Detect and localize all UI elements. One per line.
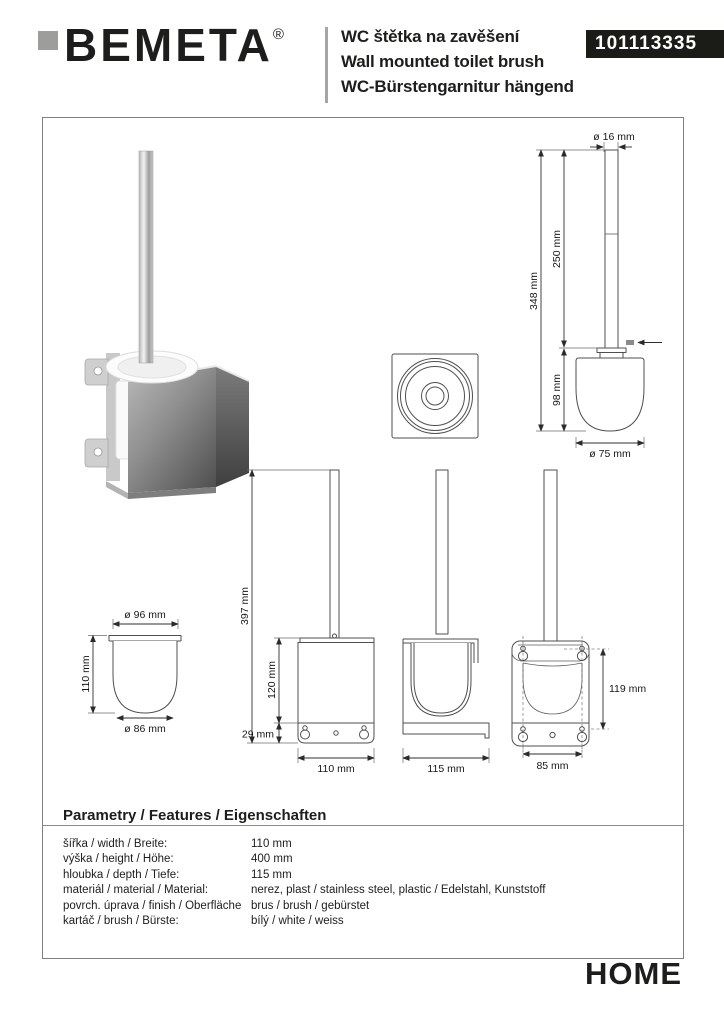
dim-width-label: 110 mm: [317, 763, 355, 775]
dim-handle-length-label: 250 mm: [551, 230, 563, 268]
param-label: materiál / material / Material:: [63, 884, 209, 897]
product-title-cs: WC štětka na zavěšení: [341, 27, 520, 46]
product-code-badge: 101113335: [586, 30, 724, 58]
drawing-panel: [42, 117, 684, 959]
param-value: bílý / white / weiss: [251, 915, 344, 928]
param-value: 400 mm: [251, 853, 293, 866]
param-label: šířka / width / Breite:: [63, 838, 168, 850]
logo-square-icon: [38, 31, 58, 50]
brand-name: BEMETA: [64, 19, 273, 71]
product-title-en: Wall mounted toilet brush: [341, 52, 545, 71]
product-photo: [76, 141, 271, 489]
param-label: povrch. úprava / finish / Oberfläche: [63, 899, 242, 912]
dim-hole-spacing-h-label: 85 mm: [536, 760, 569, 772]
dim-cup-height-label: 110 mm: [80, 655, 92, 693]
dim-depth-label: 115 mm: [427, 763, 465, 775]
param-value: 110 mm: [251, 838, 292, 850]
photo-box-front: [128, 366, 216, 493]
dim-head-dia-label: ø 75 mm: [589, 448, 631, 460]
dim-flange-height-label: 29 mm: [241, 728, 274, 741]
parameters-table: [63, 837, 545, 929]
param-value: brus / brush / gebürstet: [251, 899, 370, 912]
parameters-heading: Parametry / Features / Eigenschaften: [63, 807, 327, 824]
photo-brush-rod: [139, 151, 153, 363]
detail-marker: [626, 340, 634, 345]
front-view-drawing: [236, 456, 391, 776]
param-label: kartáč / brush / Bürste:: [63, 915, 179, 928]
side-view-drawing: [394, 456, 499, 776]
param-value: nerez, plast / stainless steel, plastic / Edelstahl, Kunststoff: [251, 884, 546, 897]
top-view-drawing: [389, 351, 481, 441]
dim-total-height-label: 397 mm: [239, 587, 251, 625]
param-label: hloubka / depth / Tiefe:: [63, 868, 180, 881]
home-collection-logo: HOME: [585, 956, 682, 991]
dim-head-length-label: 98 mm: [551, 373, 563, 407]
header-divider: [325, 27, 328, 103]
brush-side-drawing: [526, 126, 681, 471]
dim-total-length-label: 348 mm: [528, 272, 540, 310]
dim-cup-top-dia-label: ø 96 mm: [124, 609, 166, 621]
param-label: výška / height / Höhe:: [63, 853, 174, 866]
dim-body-height-label: 120 mm: [266, 661, 278, 699]
registered-mark: ®: [272, 26, 284, 43]
parameters-divider: [43, 825, 683, 826]
container-drawing: [71, 601, 196, 746]
dim-handle-dia-label: ø 16 mm: [593, 131, 635, 143]
brand-logo: [64, 18, 284, 72]
back-view-drawing: [504, 456, 669, 776]
param-value: 115 mm: [251, 868, 292, 881]
product-title-de: WC-Bürstengarnitur hängend: [341, 77, 574, 96]
dim-hole-spacing-v-label: 119 mm: [609, 683, 647, 695]
dim-cup-bottom-dia-label: ø 86 mm: [124, 723, 166, 735]
